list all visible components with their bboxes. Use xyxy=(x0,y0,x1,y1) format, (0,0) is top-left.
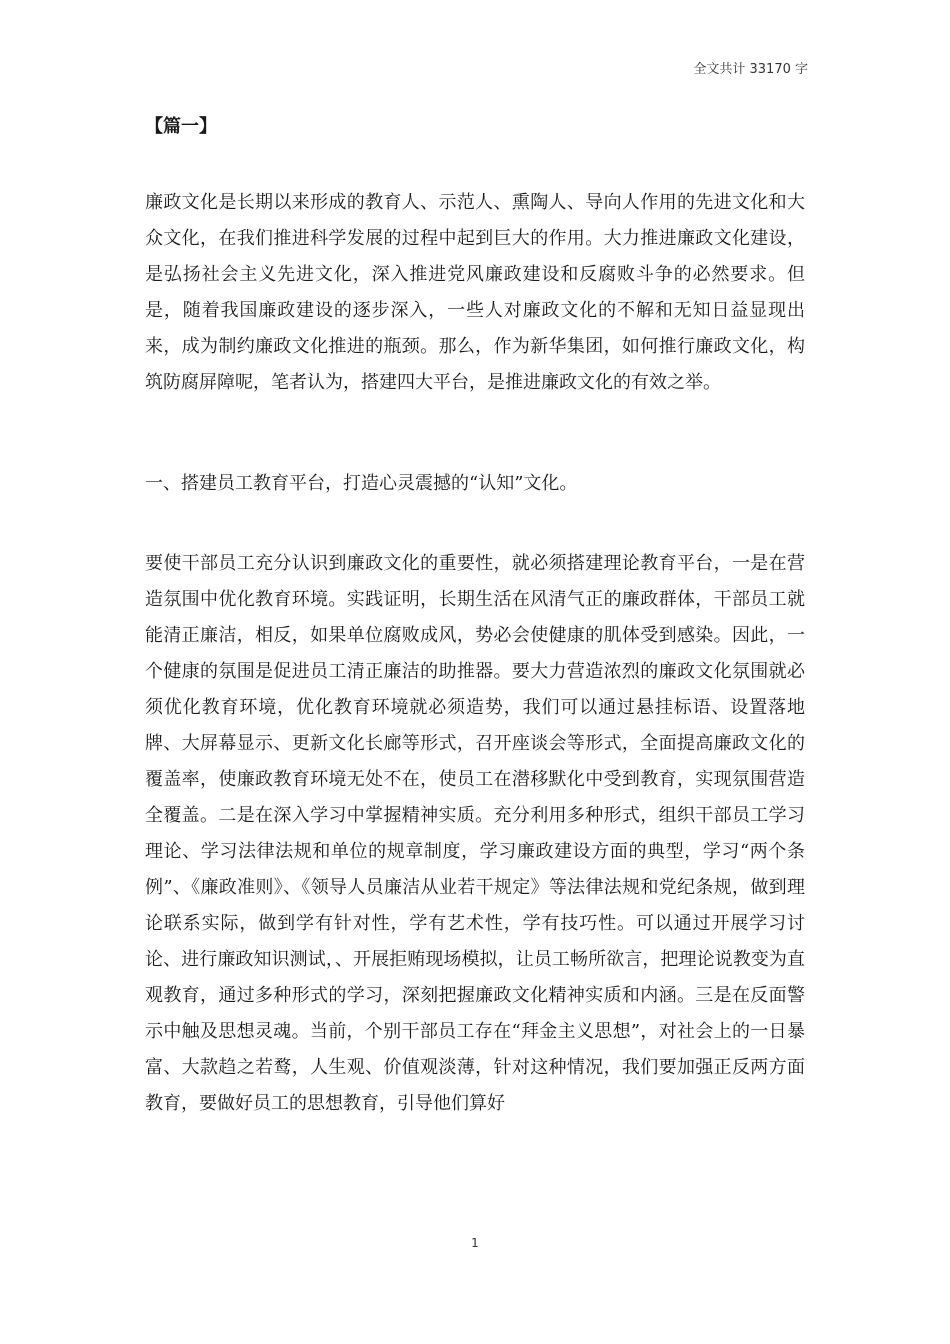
word-count-label: 全文共计 33170 字 xyxy=(693,62,808,77)
section-tag: 【篇一】 xyxy=(145,116,217,137)
body-paragraph: 要使干部员工充分认识到廉政文化的重要性，就必须搭建理论教育平台，一是在营造氛围中优化教育环境。实践证明，长期生活在风清气正的廉政群体，干部员工就能清正廉洁，相反，如果单位腐败成风，势必会使健康的肌体受到感染。因此，一个健康的氛围是促进员工清正廉洁的助推器。要大力营造浓烈的廉政文化氛围就必须优化教育环境，优化教育环境就必须造势，我们可以通过悬挂标语、设置落地牌、大屏幕显示、更新文化长廊等形式，召开座谈会等形式，全面提高廉政文化的覆盖率，使廉政教育环境无处不在，使员工在潜移默化中受到教育，实现氛围营造全覆盖。二是在深入学习中掌握精神实质。充分利用多种形式，组织干部员工学习理论、学习法律法规和单位的规章制度，学习廉政建设方面的典型，学习“两个条例”、《廉政准则》、《领导人员廉洁从业若干规定》等法律法规和党纪条规，做到理论联系实际，做到学有针对性，学有艺术性，学有技巧性。可以通过开展学习讨论、进行廉政知识测试，、开展拒贿现场模拟，让员工畅所欲言，把理论说教变为直观教育，通过多种形式的学习，深刻把握廉政文化精神实质和内涵。三是在反面警示中触及思想灵魂。当前，个别干部员工存在“拜金主义思想”，对社会上的一日暴富、大款趋之若鹜，人生观、价值观淡薄，针对这种情况，我们要加强正反两方面教育，要做好员工的思想教育，引导他们算好 xyxy=(145,553,805,1114)
body-paragraph: 廉政文化是长期以来形成的教育人、示范人、熏陶人、导向人作用的先进文化和大众文化，在我们推进科学发展的过程中起到巨大的作用。大力推进廉政文化建设，是弘扬社会主义先进文化，深入推进党风廉政建设和反腐败斗争的必然要求。但是，随着我国廉政建设的逐步深入，一些人对廉政文化的不解和无知日益显现出来，成为制约廉政文化推进的瓶颈。那么，作为新华集团，如何推行廉政文化，构筑防腐屏障呢，笔者认为，搭建四大平台，是推进廉政文化的有效之举。 xyxy=(145,192,805,393)
page-number: 1 xyxy=(471,1236,479,1250)
section-heading: 一、搭建员工教育平台，打造心灵震撼的“认知”文化。 xyxy=(145,473,578,494)
